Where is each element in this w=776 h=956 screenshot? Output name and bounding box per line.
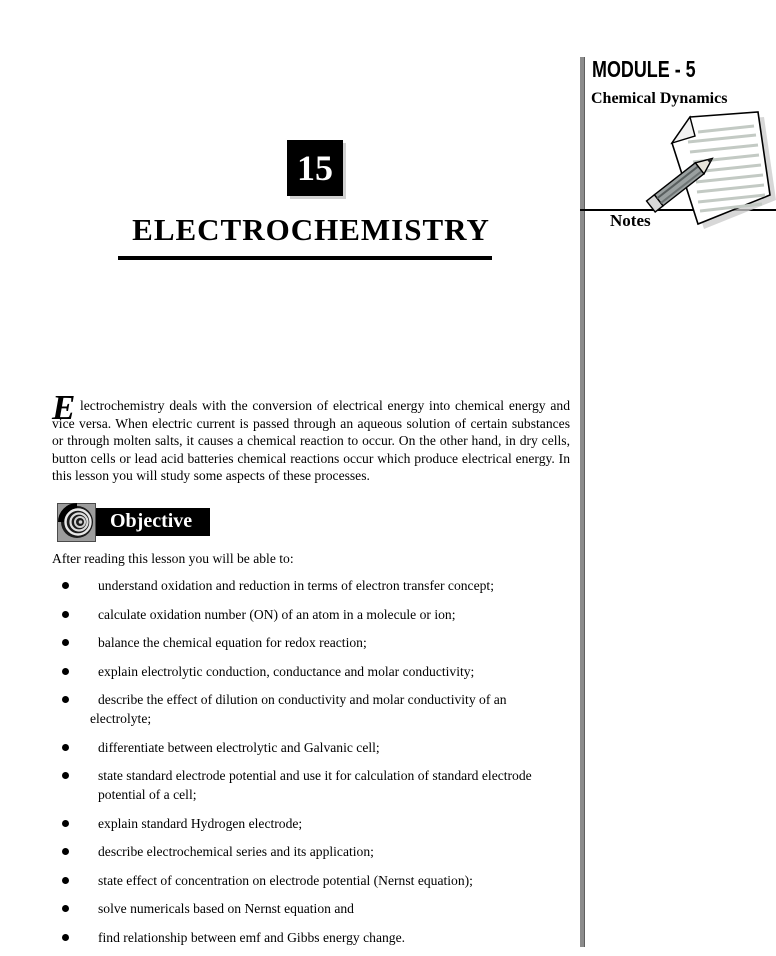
paper-with-pencil-icon bbox=[638, 110, 776, 234]
list-item: find relationship between emf and Gibbs energy change. bbox=[52, 928, 572, 947]
bullet-icon bbox=[62, 744, 69, 751]
bullet-icon bbox=[62, 848, 69, 855]
bullet-icon bbox=[62, 582, 69, 589]
bullet-icon bbox=[62, 611, 69, 618]
objectives-list bbox=[52, 576, 572, 956]
bullet-icon bbox=[62, 772, 69, 779]
page-title: ELECTROCHEMISTRY bbox=[132, 212, 490, 247]
list-item: describe electrochemical series and its application; bbox=[52, 842, 572, 861]
list-item: solve numericals based on Nernst equation and bbox=[52, 899, 572, 918]
bullet-icon bbox=[62, 877, 69, 884]
intro-paragraph bbox=[52, 388, 570, 485]
chapter-number-box bbox=[287, 140, 343, 196]
module-subtitle: Chemical Dynamics bbox=[591, 90, 728, 107]
notes-label: Notes bbox=[610, 211, 651, 230]
list-item: describe the effect of dilution on conductivity and molar conductivity of an electrolyte; bbox=[52, 690, 572, 728]
bullet-icon bbox=[62, 934, 69, 941]
list-item: understand oxidation and reduction in terms of electron transfer concept; bbox=[52, 576, 572, 595]
objective-banner bbox=[57, 502, 210, 542]
objective-lead-in: After reading this lesson you will be able to: bbox=[52, 551, 294, 566]
sidebar-vertical-bar bbox=[580, 57, 585, 947]
bullet-icon bbox=[62, 905, 69, 912]
bullet-icon bbox=[62, 820, 69, 827]
list-item: calculate oxidation number (ON) of an atom in a molecule or ion; bbox=[52, 605, 572, 624]
bullet-icon bbox=[62, 696, 69, 703]
list-item: state effect of concentration on electrode potential (Nernst equation); bbox=[52, 871, 572, 890]
intro-text: lectrochemistry deals with the conversion of electrical energy into chemical energy and vice versa. When electric current is passed through an aqueous solution of certain substances or through molten salts, it causes a chemical reaction to occur. On the other hand, in dry cells, button cells or lead acid batteries chemical reactions occur which produce electrical energy. In this lesson you will study some aspects of these processes. bbox=[52, 398, 570, 484]
module-label: MODULE - 5 bbox=[592, 56, 696, 82]
list-item: state standard electrode potential and use it for calculation of standard electrode potential of a cell; bbox=[52, 766, 572, 804]
objective-heading: Objective bbox=[94, 508, 210, 536]
list-item: explain standard Hydrogen electrode; bbox=[52, 814, 572, 833]
spiral-icon bbox=[57, 503, 96, 542]
title-underline bbox=[118, 256, 492, 260]
chapter-number: 15 bbox=[297, 148, 333, 188]
list-item: differentiate between electrolytic and Galvanic cell; bbox=[52, 738, 572, 757]
bullet-icon bbox=[62, 639, 69, 646]
list-item: balance the chemical equation for redox reaction; bbox=[52, 633, 572, 652]
bullet-icon bbox=[62, 668, 69, 675]
list-item: explain electrolytic conduction, conductance and molar conductivity; bbox=[52, 662, 572, 681]
drop-cap: E bbox=[52, 388, 76, 427]
